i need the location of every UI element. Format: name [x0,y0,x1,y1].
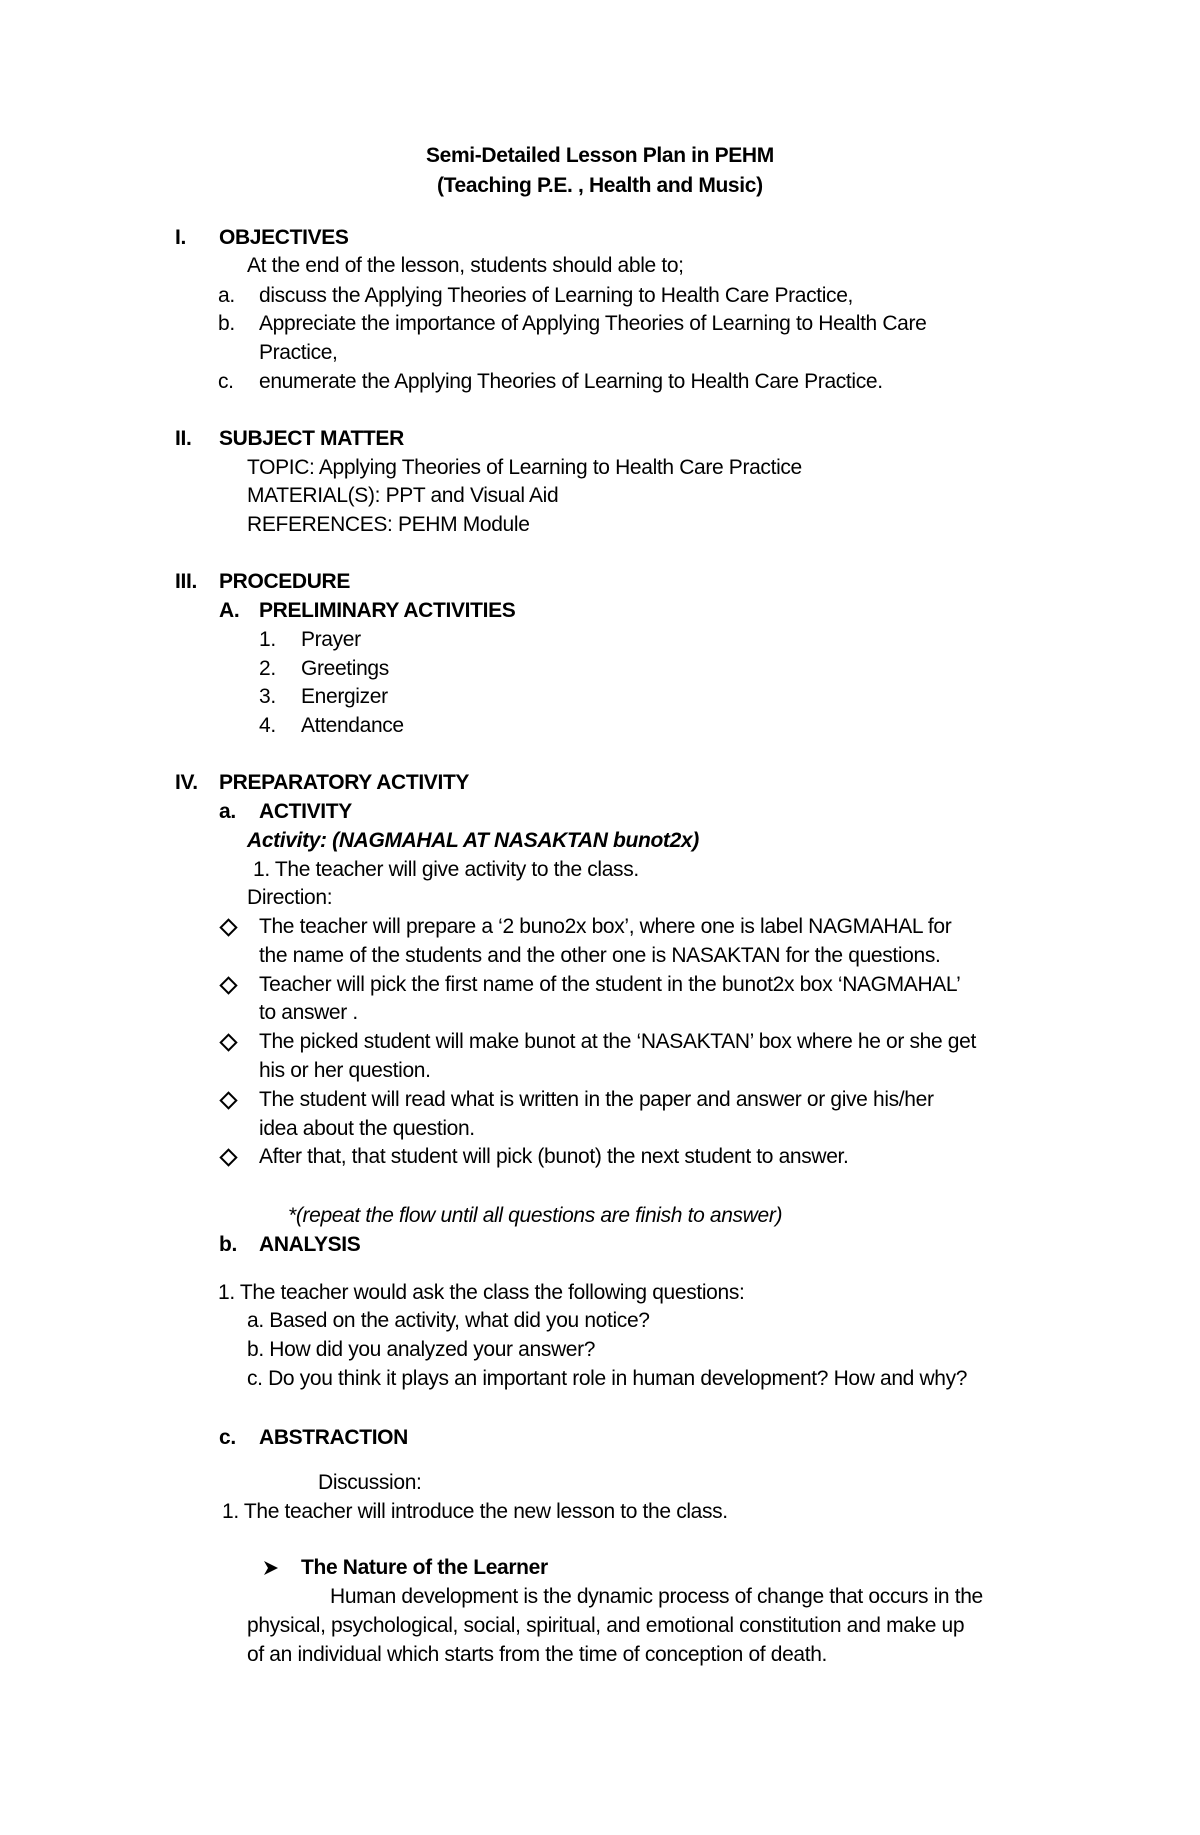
topic-paragraph: physical, psychological, social, spiritual, and emotional constitution and make up [247,1614,965,1637]
topic-paragraph: of an individual which starts from the time of conception of death. [247,1643,828,1666]
discussion-label: Discussion: [318,1471,422,1494]
subsection-marker: b. [219,1233,237,1256]
diamond-bullet-icon [219,1091,237,1109]
topic-paragraph: Human development is the dynamic process of change that occurs in the [330,1585,983,1608]
preliminary-item: Greetings [301,657,389,680]
direction-item-continuation: the name of the students and the other one is NASAKTAN for the questions. [259,944,941,967]
subsection-heading-activity: ACTIVITY [259,800,352,823]
direction-item: After that, that student will pick (bunot) the next student to answer. [259,1145,849,1168]
objective-item: Appreciate the importance of Applying Theories of Learning to Health Care [259,312,927,335]
subsection-heading-abstraction: ABSTRACTION [259,1426,408,1449]
section-heading-subject-matter: SUBJECT MATTER [219,427,404,450]
objective-item: enumerate the Applying Theories of Learning to Health Care Practice. [259,370,883,393]
list-marker: b. [218,312,235,335]
section-numeral: III. [175,570,197,593]
subject-references: REFERENCES: PEHM Module [247,513,530,536]
section-numeral: IV. [175,771,198,794]
direction-label: Direction: [247,886,333,909]
arrow-bullet-icon [262,1559,280,1577]
direction-item-continuation: his or her question. [259,1059,431,1082]
diamond-bullet-icon [219,1033,237,1051]
activity-step: 1. The teacher will give activity to the class. [253,858,639,881]
activity-title: Activity: (NAGMAHAL AT NASAKTAN bunot2x) [247,829,699,852]
analysis-question: c. Do you think it plays an important role in human development? How and why? [247,1367,968,1390]
objectives-intro: At the end of the lesson, students should able to; [247,254,684,277]
direction-item: The picked student will make bunot at the ‘NASAKTAN’ box where he or she get [259,1030,976,1053]
objective-item: discuss the Applying Theories of Learning to Health Care Practice, [259,284,854,307]
abstraction-step: 1. The teacher will introduce the new lesson to the class. [222,1500,728,1523]
diamond-bullet-icon [219,976,237,994]
preliminary-item: Energizer [301,685,388,708]
diamond-bullet-icon [219,918,237,936]
subsection-heading-preliminary: PRELIMINARY ACTIVITIES [259,599,516,622]
subject-topic: TOPIC: Applying Theories of Learning to Health Care Practice [247,456,802,479]
subsection-heading-analysis: ANALYSIS [259,1233,361,1256]
direction-item: The student will read what is written in the paper and answer or give his/her [259,1088,934,1111]
objective-item-continuation: Practice, [259,341,338,364]
list-marker: 2. [259,657,276,680]
subsection-marker: A. [219,599,240,622]
document-title: Semi-Detailed Lesson Plan in PEHM [426,144,774,167]
direction-item-continuation: to answer . [259,1001,358,1024]
analysis-step: 1. The teacher would ask the class the following questions: [218,1281,745,1304]
direction-item: The teacher will prepare a ‘2 buno2x box’, where one is label NAGMAHAL for [259,915,952,938]
list-marker: c. [218,370,234,393]
diamond-bullet-icon [219,1148,237,1166]
section-heading-preparatory: PREPARATORY ACTIVITY [219,771,470,794]
direction-item-continuation: idea about the question. [259,1117,475,1140]
preliminary-item: Prayer [301,628,361,651]
activity-note: *(repeat the flow until all questions are finish to answer) [288,1204,783,1227]
list-marker: 4. [259,714,276,737]
subsection-marker: a. [219,800,236,823]
subsection-marker: c. [219,1426,236,1449]
list-marker: 1. [259,628,276,651]
list-marker: 3. [259,685,276,708]
preliminary-item: Attendance [301,714,404,737]
section-heading-procedure: PROCEDURE [219,570,351,593]
document-subtitle: (Teaching P.E. , Health and Music) [437,174,763,197]
direction-item: Teacher will pick the first name of the student in the bunot2x box ‘NAGMAHAL’ [259,973,961,996]
list-marker: a. [218,284,235,307]
section-numeral: I. [175,226,186,249]
section-heading-objectives: OBJECTIVES [219,226,349,249]
subject-materials: MATERIAL(S): PPT and Visual Aid [247,484,559,507]
analysis-question: b. How did you analyzed your answer? [247,1338,596,1361]
analysis-question: a. Based on the activity, what did you notice? [247,1309,650,1332]
topic-heading: The Nature of the Learner [301,1556,548,1579]
section-numeral: II. [175,427,192,450]
